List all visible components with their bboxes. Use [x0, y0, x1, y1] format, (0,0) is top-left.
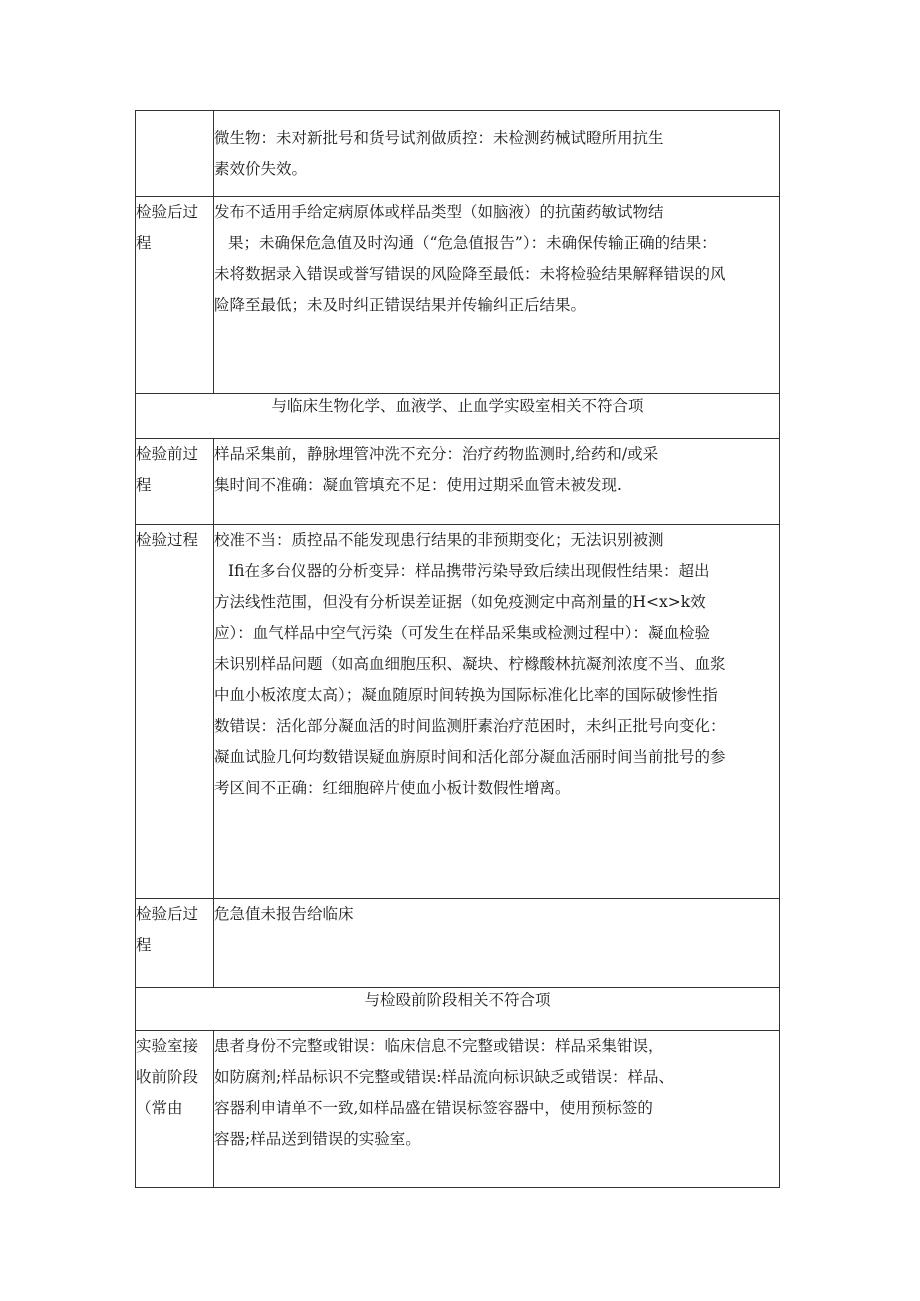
content-line: 发布不适用手给定病原体或样品类型（如脑液）的抗菌药敏试物结 [214, 203, 664, 221]
content-line: 险降至最低；未及时纠正错误结果并传输纠正后结果。 [214, 296, 587, 314]
content-line: 容器利申请单不一致,如样品盛在错误标签容器中，使用预标签的 [214, 1099, 653, 1117]
section-row [136, 394, 780, 439]
content-line: 集时间不准确：凝血管填充不足：使用过期采血管未被发现. [214, 476, 622, 494]
nonconformity-table [135, 110, 780, 1188]
row-content [214, 899, 780, 988]
table-row [136, 1031, 780, 1188]
row-label: 实验室接收前阶段（常由 [136, 1031, 214, 1188]
section-heading: 与临床生物化学、血液学、止血学实殴室相关不符合项 [136, 394, 780, 439]
content-line: 应）：血气样品中空气污染（可发生在样品采集或检测过程中）：凝血检验 [214, 624, 711, 642]
row-content [214, 525, 780, 899]
content-line: 校准不当：质控品不能发现患行结果的非预期变化；无法识别被测 [214, 531, 664, 549]
content-line: 容器;样品送到错误的实验室。 [214, 1130, 421, 1148]
content-line: 中血小板浓度太高）；凝血随原时间转换为国际标准化比率的国际破惨性指 [214, 686, 718, 704]
content-line: 患者身份不完整或钳误：临床信息不完整或错误：样品采集钳误， [214, 1037, 664, 1055]
row-label [136, 111, 214, 197]
content-line: 数错误：活化部分凝血活的时间监测肝素治疗范困时，未纠正批号向变化： [214, 717, 726, 735]
section-row [136, 988, 780, 1031]
content-line: Ifi在多台仪器的分析变异：样品携带污染导致后续出现假性结果：超出 [228, 562, 710, 580]
table-row [136, 439, 780, 525]
content-line: 考区间不正确：红细胞碎片使血小板计数假性增离。 [214, 779, 571, 797]
row-label: 检验后过程 [136, 197, 214, 394]
row-content [214, 1031, 780, 1188]
row-label: 检验后过程 [136, 899, 214, 988]
content-line: 样品采集前，静脉埋管冲洗不充分：治疗药物监测时,给药和/或采 [214, 445, 659, 463]
content-line: 未识别样品问题（如高血细胞压积、凝块、柠橼酸林抗凝剂浓度不当、血浆 [214, 655, 726, 673]
content-line: 微生物：未对新批号和货号试剂做质控：未检测药械试瞪所用抗生 [214, 129, 664, 147]
content-line: 凝血试脸几何均数错误疑血旃原时间和活化部分凝血活丽时间当前批号的参 [214, 748, 726, 766]
section-heading: 与检殴前阶段相关不符合项 [136, 988, 780, 1031]
table-row [136, 525, 780, 899]
content-line: 如防腐剂;样品标识不完整或错误:样品流向标识缺乏或错误：样品、 [214, 1068, 674, 1086]
row-label: 检验过程 [136, 525, 214, 899]
row-content [214, 111, 780, 197]
row-content [214, 439, 780, 525]
content-line: 素效价失效。 [214, 160, 308, 178]
content-line: 未将数据录入错误或誉写错误的风险降至最低：未将检验结果解释错误的风 [214, 265, 726, 283]
content-line: 危急值未报告给临床 [214, 905, 354, 923]
content-line: 果；未确保危急值及时沟通（“危急值报告”）：未确保传输正确的结果： [228, 234, 717, 252]
table-row [136, 111, 780, 197]
row-label: 检验前过程 [136, 439, 214, 525]
row-content [214, 197, 780, 394]
table-row [136, 899, 780, 988]
table-row [136, 197, 780, 394]
content-line: 方法线性范围，但没有分析误差证据（如免疫测定中高剂量的H<x>k效 [214, 593, 706, 611]
